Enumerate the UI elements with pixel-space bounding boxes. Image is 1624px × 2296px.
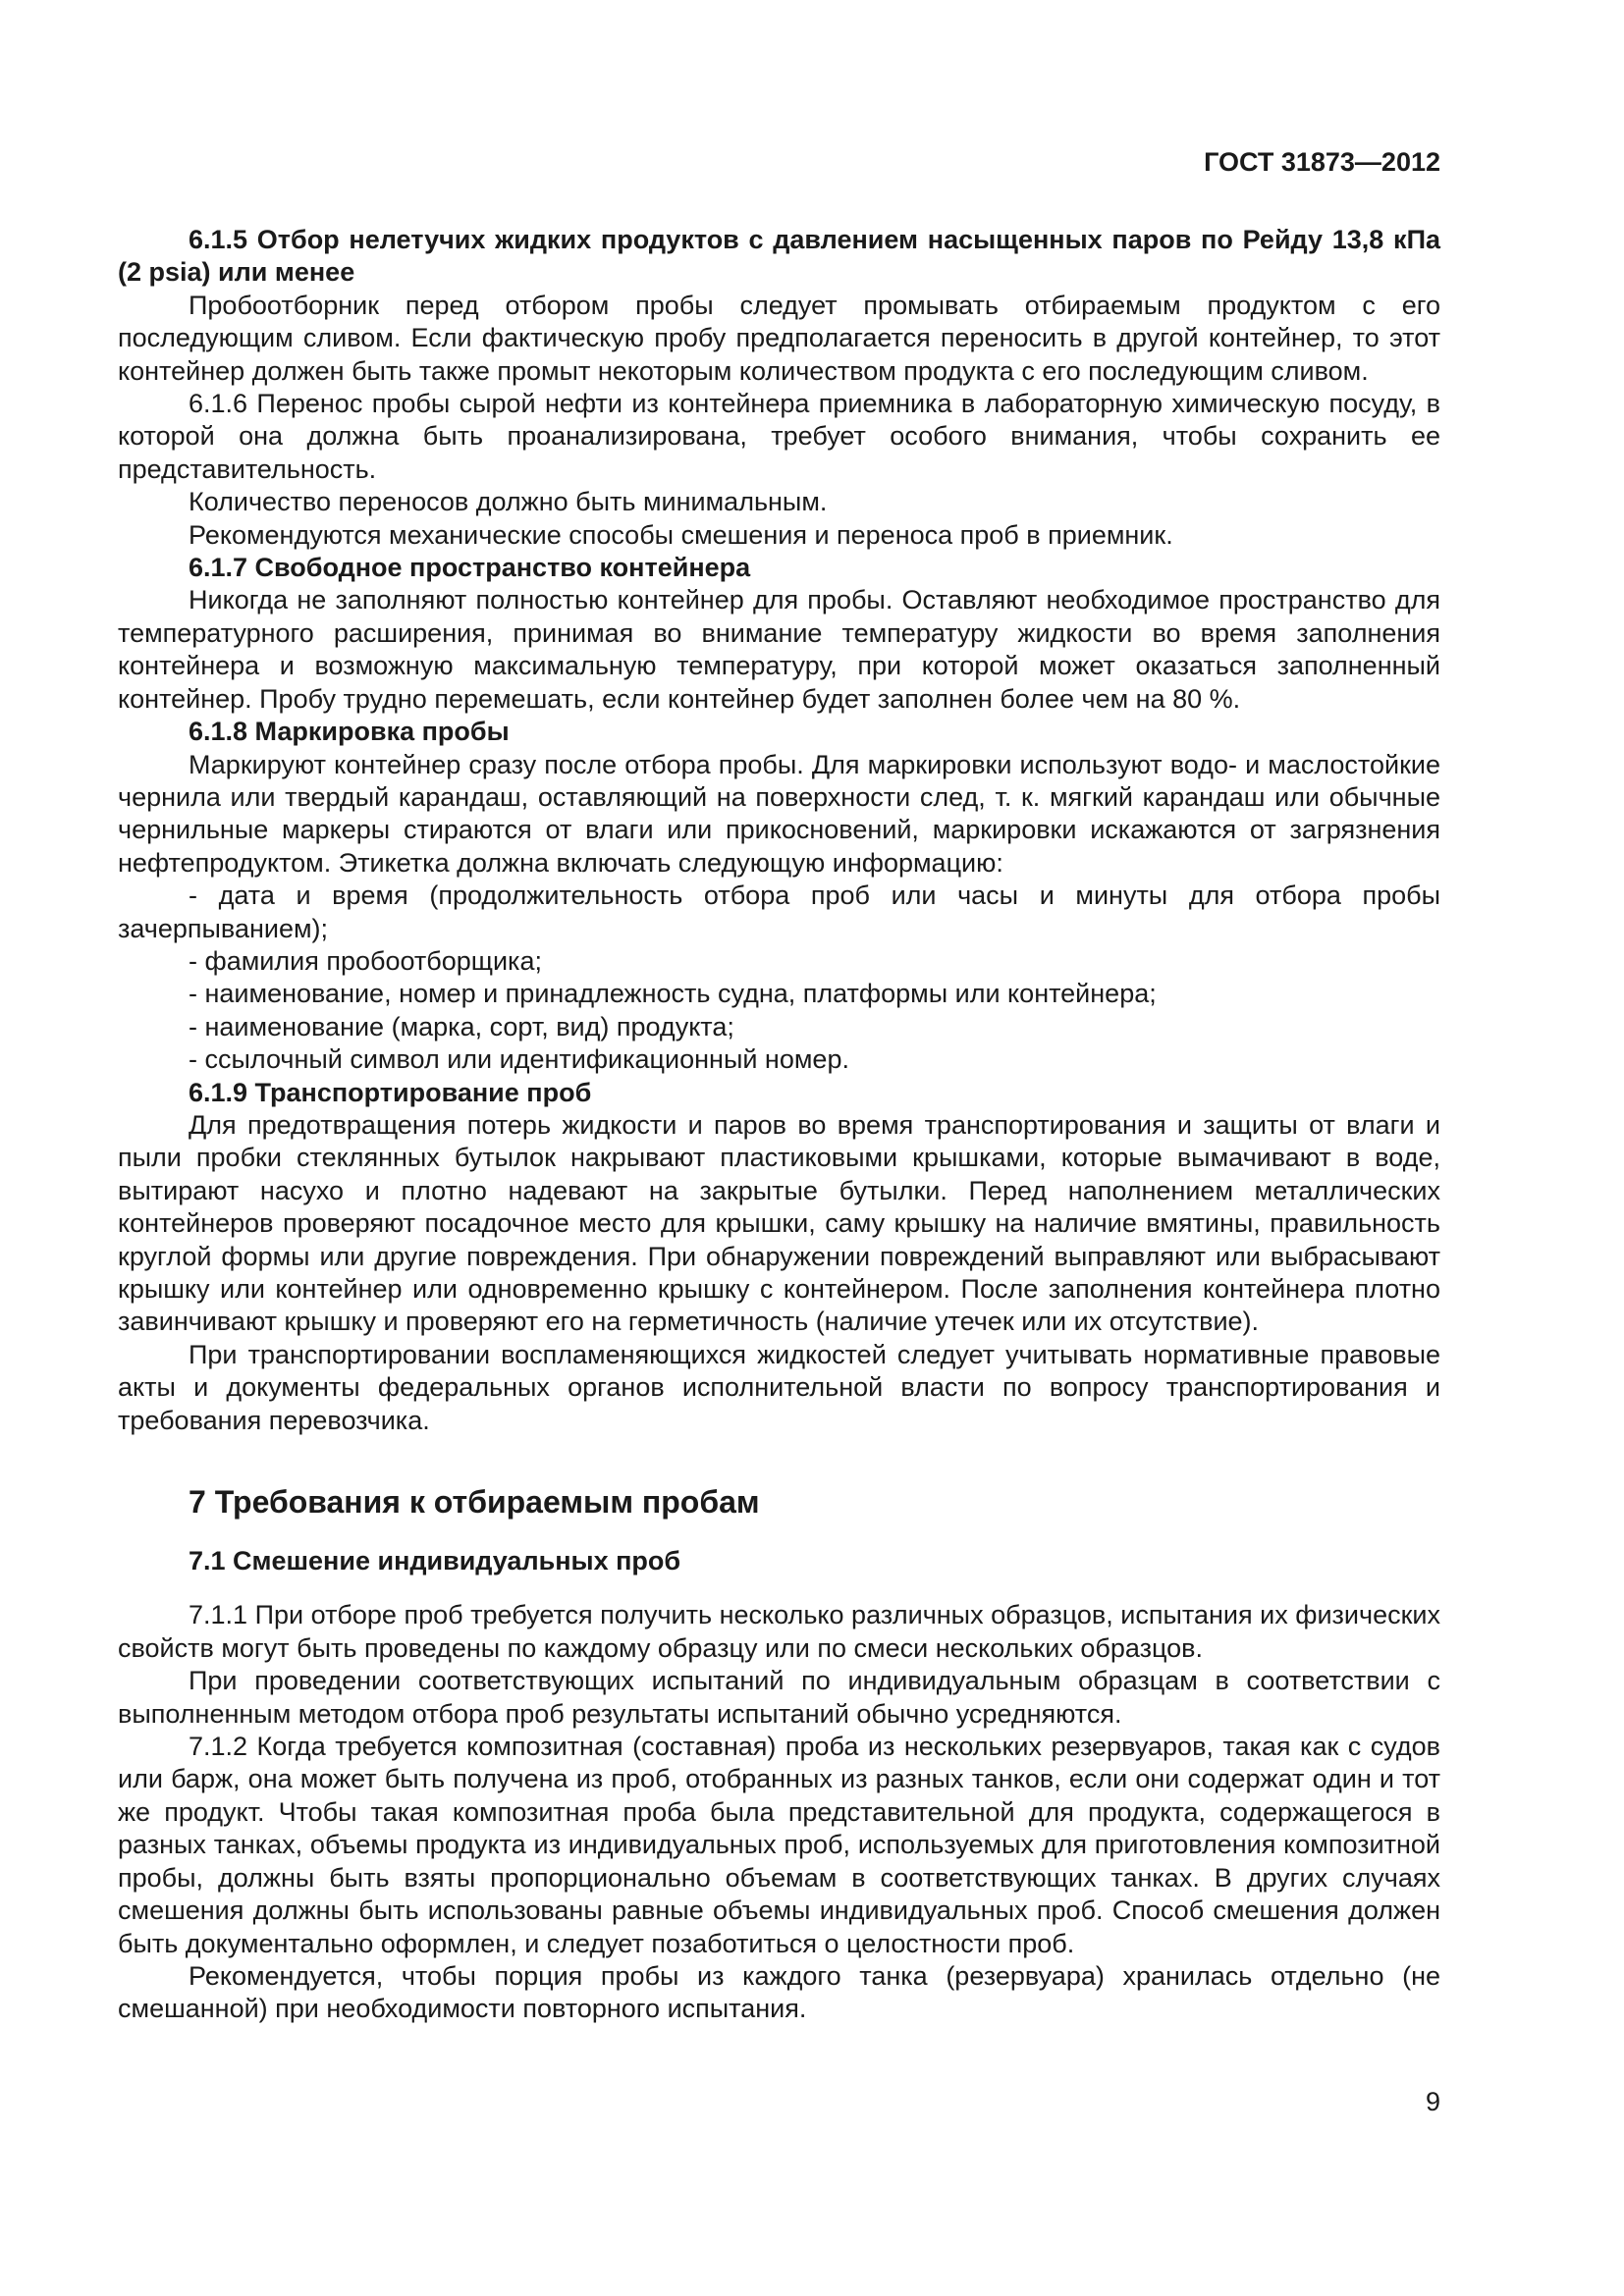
heading-7-1: 7.1 Смешение индивидуальных проб (189, 1546, 681, 1576)
document-body (118, 224, 1440, 2026)
list-item: - наименование, номер и принадлежность судна, платформы или контейнера; (189, 979, 1157, 1009)
heading-6-1-8: 6.1.8 Маркировка пробы (189, 717, 510, 747)
paragraph: Для предотвращения потерь жидкости и паров во время транспортирования и защиты от влаги и пыли пробки стеклянных бутылок накрывают пластиковыми крышками, которые вымачивают в воде, вытирают насухо и плотно надевают на закрытые бутылки. Перед наполнением металлических контейнеров проверяют посадочное место для крышки, саму крышку на наличие вмятины, правильность круглой формы или другие повреждения. При обнаружении повреждений выправляют или выбрасывают крышку или контейнер или одновременно крышку с контейнером. После заполнения контейнера плотно завинчивают крышку и проверяют его на герметичность (наличие утечек или их отсутствие). (118, 1109, 1440, 1337)
document-header: ГОСТ 31873—2012 (1204, 147, 1440, 177)
paragraph: При проведении соответствующих испытаний по индивидуальным образцам в соответствии с выполненным методом отбора проб результаты испытаний обычно усредняются. (118, 1666, 1440, 1729)
list-item: - наименование (марка, сорт, вид) продукта; (189, 1011, 734, 1041)
section-heading-7: 7 Требования к отбираемым пробам (189, 1484, 760, 1521)
paragraph: Пробоотборник перед отбором пробы следует промывать отбираемым продуктом с его последующим сливом. Если фактическую пробу предполагается переносить в другой контейнер, то этот контейнер должен быть также промыт некоторым количеством продукта с его последующим сливом. (118, 290, 1440, 386)
paragraph: При транспортировании воспламеняющихся жидкостей следует учитывать нормативные правовые акты и документы федеральных органов исполнительной власти по вопросу транспортирования и требования перевозчика. (118, 1339, 1440, 1435)
paragraph: 6.1.6 Перенос пробы сырой нефти из контейнера приемника в лабораторную химическую посуду, в которой она должна быть проанализирована, требует особого внимания, чтобы сохранить ее представительность. (118, 389, 1440, 484)
list-item: - фамилия пробоотборщика; (189, 945, 542, 976)
paragraph: Количество переносов должно быть минимальным. (189, 487, 828, 517)
paragraph: Никогда не заполняют полностью контейнер для пробы. Оставляют необходимое пространство для температурного расширения, принимая во внимание температуру жидкости во время заполнения контейнера и возможную максимальную температуру, при которой может оказаться заполненный контейнер. Пробу трудно перемешать, если контейнер будет заполнен более чем на 80 %. (118, 585, 1440, 714)
heading-6-1-9: 6.1.9 Транспортирование проб (189, 1077, 592, 1107)
list-item: - ссылочный символ или идентификационный номер. (189, 1044, 849, 1075)
paragraph: Маркируют контейнер сразу после отбора пробы. Для маркировки используют водо- и маслостойкие чернила или твердый карандаш, оставляющий на поверхности след, т. к. мягкий карандаш или обычные чернильные маркеры стираются от влаги или прикосновений, маркировки искажаются от загрязнения нефтепродуктом. Этикетка должна включать следующую информацию: (118, 749, 1440, 878)
heading-6-1-7: 6.1.7 Свободное пространство контейнера (189, 553, 751, 583)
paragraph: Рекомендуются механические способы смешения и переноса проб в приемник. (189, 519, 1173, 550)
paragraph: 7.1.1 При отборе проб требуется получить несколько различных образцов, испытания их физических свойств могут быть проведены по каждому образцу или по смеси нескольких образцов. (118, 1600, 1440, 1663)
heading-6-1-5: 6.1.5 Отбор нелетучих жидких продуктов с давлением насыщенных паров по Рейду 13,8 кПа (2 psia) или менее (118, 225, 1440, 288)
paragraph: 7.1.2 Когда требуется композитная (составная) проба из нескольких резервуаров, такая как с судов или барж, она может быть получена из проб, отобранных из разных танков, если они содержат один и тот же продукт. Чтобы такая композитная проба была представительной для продукта, содержащегося в разных танках, объемы продукта из индивидуальных проб, используемых для приготовления композитной пробы, должны быть взяты пропорционально объемам в соответствующих танках. В других случаях смешения должны быть использованы равные объемы индивидуальных проб. Способ смешения должен быть документально оформлен, и следует позаботиться о целостности проб. (118, 1732, 1440, 1958)
list-item: - дата и время (продолжительность отбора проб или часы и минуты для отбора пробы зачерпыванием); (118, 881, 1440, 943)
paragraph: Рекомендуется, чтобы порция пробы из каждого танка (резервуара) хранилась отдельно (не смешанной) при необходимости повторного испытания. (118, 1960, 1440, 2024)
page-number: 9 (1425, 2087, 1440, 2116)
